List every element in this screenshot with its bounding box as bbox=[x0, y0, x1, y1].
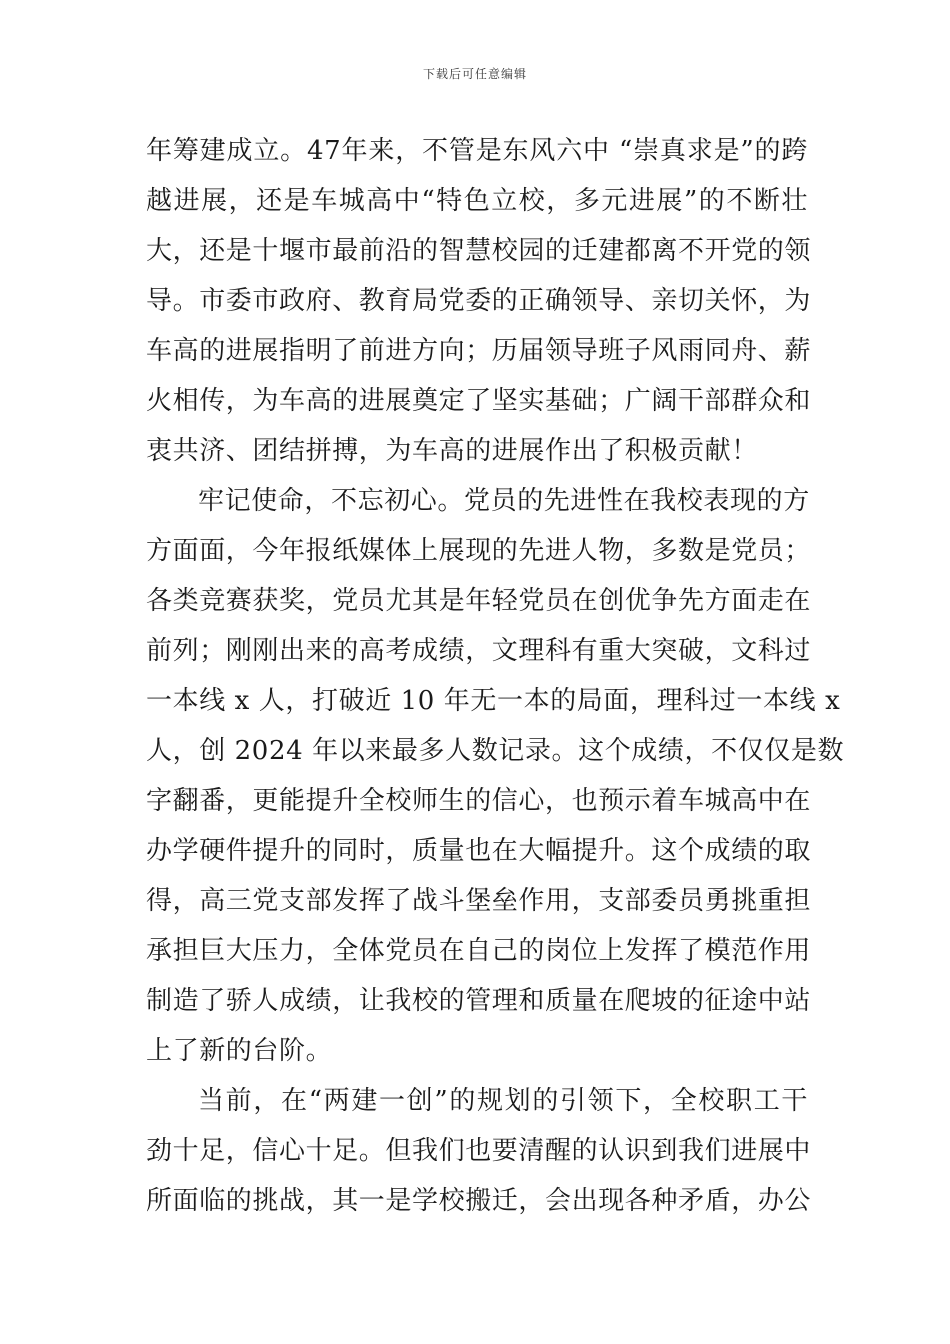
text-line: 导。市委市政府、教育局党委的正确领导、亲切关怀，为 bbox=[146, 286, 812, 316]
text-line: 越进展，还是车城高中“特色立校，多元进展”的不断壮 bbox=[146, 186, 808, 216]
text-line: 前列；刚刚出来的高考成绩，文理科有重大突破，文科过 bbox=[146, 636, 812, 666]
text-line: 大，还是十堰市最前沿的智慧校园的迁建都离不开党的领 bbox=[146, 236, 812, 266]
text-line: 所面临的挑战，其一是学校搬迁，会出现各种矛盾，办公 bbox=[146, 1186, 812, 1216]
text-line: 上了新的台阶。 bbox=[146, 1036, 333, 1066]
page-header: 下载后可任意编辑 bbox=[422, 67, 527, 81]
text-line: 人，创 2024 年以来最多人数记录。这个成绩，不仅仅是数 bbox=[146, 736, 845, 766]
text-line: 火相传，为车高的进展奠定了坚实基础；广阔干部群众和 bbox=[146, 386, 812, 416]
text-line: 得，高三党支部发挥了战斗堡垒作用，支部委员勇挑重担 bbox=[146, 886, 812, 916]
text-line: 当前，在“两建一创”的规划的引领下，全校职工干 bbox=[198, 1086, 808, 1116]
text-line: 方面面，今年报纸媒体上展现的先进人物，多数是党员； bbox=[146, 536, 812, 566]
text-line: 办学硬件提升的同时，质量也在大幅提升。这个成绩的取 bbox=[146, 836, 812, 866]
text-line: 衷共济、团结拼搏，为车高的进展作出了积极贡献！ bbox=[146, 436, 758, 466]
document-body bbox=[146, 126, 845, 1226]
text-line: 牢记使命，不忘初心。党员的先进性在我校表现的方 bbox=[198, 486, 810, 516]
text-line: 承担巨大压力，全体党员在自己的岗位上发挥了模范作用 bbox=[146, 936, 812, 966]
text-line: 一本线 x 人，打破近 10 年无一本的局面，理科过一本线 x bbox=[146, 686, 841, 716]
text-line: 各类竞赛获奖，党员尤其是年轻党员在创优争先方面走在 bbox=[146, 586, 812, 616]
text-line: 制造了骄人成绩，让我校的管理和质量在爬坡的征途中站 bbox=[146, 986, 812, 1016]
text-line: 车高的进展指明了前进方向；历届领导班子风雨同舟、薪 bbox=[146, 336, 812, 366]
text-line: 劲十足，信心十足。但我们也要清醒的认识到我们进展中 bbox=[146, 1136, 812, 1166]
text-line: 字翻番，更能提升全校师生的信心，也预示着车城高中在 bbox=[146, 786, 812, 816]
text-line: 年筹建成立。47年来，不管是东风六中 “崇真求是”的跨 bbox=[146, 136, 808, 166]
